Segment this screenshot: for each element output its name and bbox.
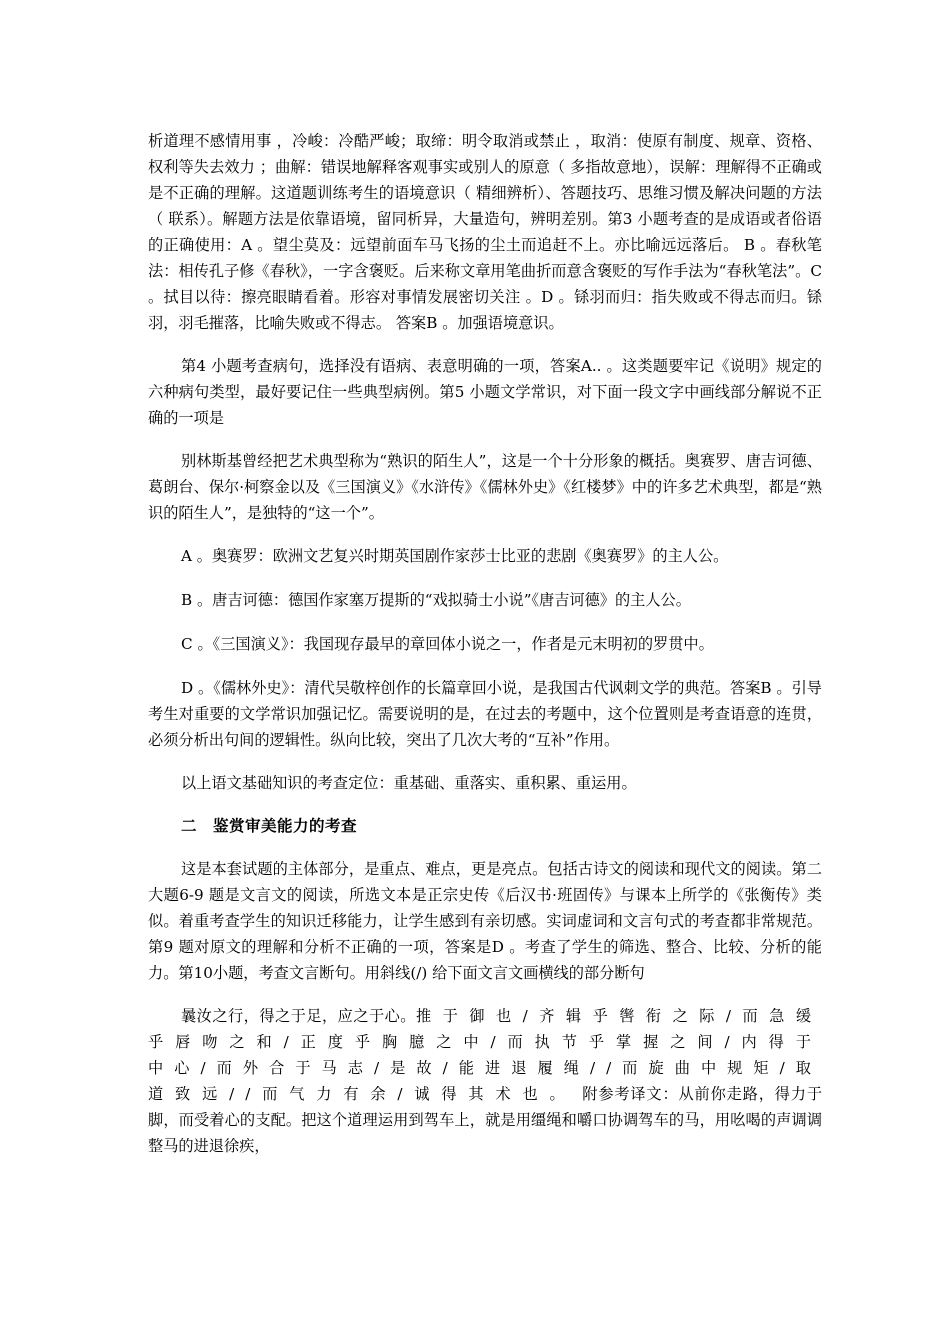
option-a: A 。奥赛罗：欧洲文艺复兴时期英国剧作家莎士比亚的悲剧《奥赛罗》的主人公。 bbox=[181, 547, 729, 565]
option-c: C 。《三国演义》：我国现存最早的章回体小说之一，作者是元末明初的罗贯中。 bbox=[181, 635, 714, 653]
paragraph-question-4-5: 第4 小题考查病句，选择没有语病、表意明确的一项，答案A.. 。这类题要牢记《说明》规定的六种病句类型，最好要记住一些典型病例。第5 小题文学常识，对下面一段文字中画线部分解说不正确的一项是 bbox=[148, 357, 822, 427]
paragraph-classical-text bbox=[148, 1003, 822, 1159]
paragraph-word-analysis: 析道理不感情用事 ，冷峻：冷酷严峻；取缔：明令取消或禁止 ，取消：使原有制度、规章、资格、权利等失去效力 ；曲解：错误地解释客观事实或别人的原意（ 多指故意地），误解：理解得不正确或是不正确的理解。这道题训练考生的语境意识（ 精细辨析）、答题技巧、思维习惯及解决问题的方法（ 联系）。解题方法是依靠语境，留同析异，大量造句，辨明差别。第3 小题考查的是成语或者俗语的正确使用：A 。望尘莫及：远望前面车马飞扬的尘土而追赶不上。亦比喻远远落后。 B 。春秋笔法：相传孔子修《春秋》，一字含褒贬。后来称文章用笔曲折而意含褒贬的写作手法为“春秋笔法”。C 。拭目以待：擦亮眼睛看着。形容对事情发展密切关注 。D 。铩羽而归：指失败或不得志而归。铩羽，羽毛摧落，比喻失败或不得志。 答案B 。加强语境意识。 bbox=[148, 132, 822, 332]
option-b: B 。唐吉诃德：德国作家塞万提斯的“戏拟骑士小说”《唐吉诃德》的主人公。 bbox=[181, 591, 691, 609]
paragraph-summary: 以上语文基础知识的考查定位：重基础、重落实、重积累、重运用。 bbox=[181, 774, 637, 792]
section-heading: 二 鉴赏审美能力的考查 bbox=[181, 816, 358, 835]
classical-text-segmented: 推于御也/齐辑乎辔衔之际/而急缓乎唇吻之和/正度乎胸臆之中/而执节乎掌握之间/内得于中心/而外合于马志/是故/能进退履绳//而旋曲中规矩/取道致远//而气力有余/诚得其术也。 bbox=[148, 1007, 823, 1103]
paragraph-belinsky-quote: 别林斯基曾经把艺术典型称为“熟识的陌生人”，这是一个十分形象的概括。奥赛罗、唐吉诃德、葛朗台、保尔·柯察金以及《三国演义》《水浒传》《儒林外史》《红楼梦》中的许多艺术典型，都是“熟识的陌生人”，是独特的“这一个”。 bbox=[148, 452, 822, 522]
option-d-and-answer: D 。《儒林外史》：清代吴敬梓创作的长篇章回小说，是我国古代讽刺文学的典范。答案B 。引导考生对重要的文学常识加强记忆。需要说明的是，在过去的考题中，这个位置则是考查语意的连贯，必须分析出句间的逻辑性。纵向比较，突出了几次大考的“互补”作用。 bbox=[148, 679, 822, 749]
classical-text-intro: 曩汝之行，得之于足，应之于心。 bbox=[181, 1007, 416, 1025]
paragraph-appreciation: 这是本套试题的主体部分，是重点、难点，更是亮点。包括古诗文的阅读和现代文的阅读。第二大题6-9 题是文言文的阅读，所选文本是正宗史传《后汉书·班固传》与课本上所学的《张衡传》类似。着重考查学生的知识迁移能力，让学生感到有亲切感。实词虚词和文言句式的考查都非常规范。第9 题对原文的理解和分析不正确的一项，答案是D 。考查了学生的筛选、整合、比较、分析的能力。第10小题，考查文言断句。用斜线(/) 给下面文言文画横线的部分断句 bbox=[148, 860, 822, 982]
reference-translation: 附参考译文：从前你走路，得力于脚，而受着心的支配。把这个道理运用到驾车上，就是用缰绳和嚼口协调驾车的马，用吆喝的声调调整马的进退徐疾， bbox=[148, 1085, 823, 1155]
